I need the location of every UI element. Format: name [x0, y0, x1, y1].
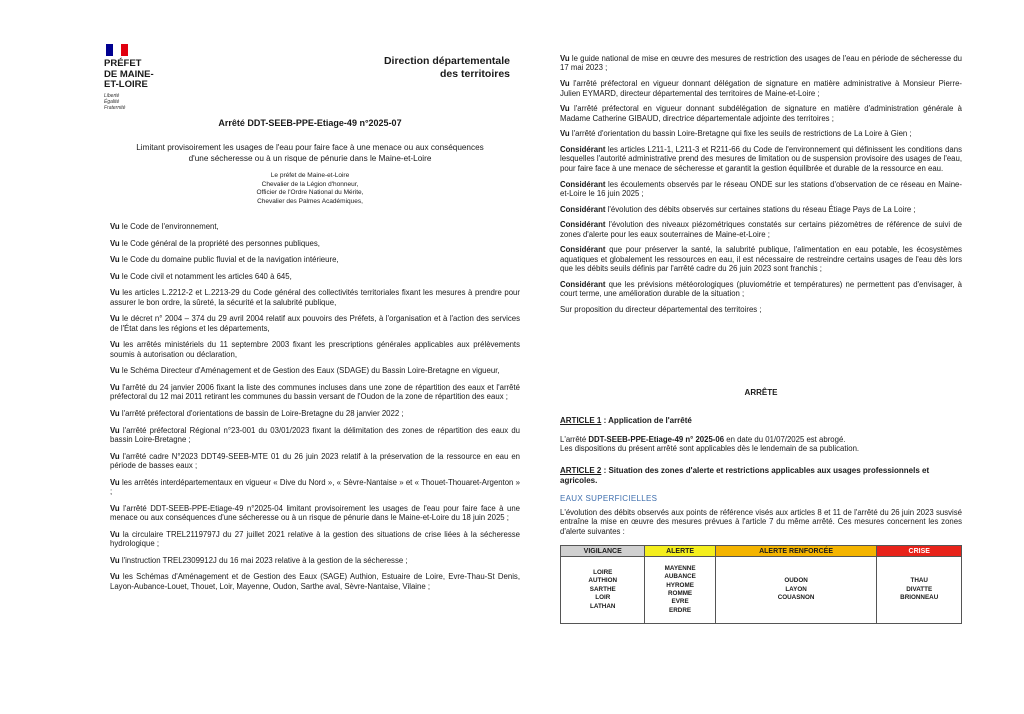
- zone-name: OUDON: [784, 577, 808, 585]
- visa-text: que pour préserver la santé, la salubrité publique, l'alimentation en eau potable, les écosystèmes aquatiques et globalement les ressources en eau, il est nécessaire de restreindre certains usages de l'eau dès lors que les débits seuils définis par l'arrêté cadre du 26 juin 2023 sont franchis ;: [560, 245, 962, 274]
- alert-zones-row: [561, 557, 962, 624]
- visa-keyword: Vu: [110, 238, 120, 248]
- visa-text: les articles L.2212-2 et L.2213-29 du Code général des collectivités territoriales fixant les mesures à prendre pour assurer le bon ordre, la sûreté, la sécurité et la salubrité publique,: [110, 288, 520, 307]
- visa-item: [110, 222, 520, 231]
- zone-name: ROMME: [668, 590, 693, 597]
- issuing-direction: Direction départementale des territoires: [383, 55, 510, 80]
- alerte-renforcee-zones-cell: [715, 557, 877, 624]
- visa-text: les arrêtés ministériels du 11 septembre 2003 fixant les prescriptions générales applicables aux prélèvements soumis à autorisation ou déclaration,: [110, 340, 520, 359]
- arrete-subtitle: Limitant provisoirement les usages de l'eau pour faire face à une menace ou aux conséquences d'une sécheresse ou à un risque de pénurie dans le Maine-et-Loire: [136, 143, 484, 163]
- visa-keyword: Vu: [110, 477, 120, 487]
- visa-text: Sur proposition du directeur départemental des territoires ;: [560, 305, 762, 315]
- visa-text: le décret n° 2004 – 374 du 29 avril 2004 relatif aux pouvoirs des Préfets, à l'organisation et à l'action des services de l'État dans les régions et les départements,: [110, 314, 520, 333]
- visa-keyword: Vu: [110, 222, 120, 231]
- visa-item: [110, 504, 520, 523]
- visa-item: [560, 129, 962, 138]
- visa-text: la circulaire TREL2119797J du 27 juillet 2021 relative à la gestion des situations de crise liées à la sécheresse hydrologique ;: [110, 529, 520, 548]
- visa-item: [110, 255, 520, 264]
- visa-keyword: Vu: [110, 382, 120, 392]
- visa-item: [110, 409, 520, 418]
- visa-item: [560, 104, 962, 123]
- right-visas-list: [560, 54, 962, 321]
- visa-keyword: Vu: [110, 340, 120, 350]
- visa-text: l'arrêté préfectoral en vigueur donnant délégation de signature en matière administrative à Monsieur Pierre-Julien EYMARD, directeur départemental des territoires de Maine-et-Loire ;: [560, 79, 962, 98]
- alert-zones-table: [560, 545, 962, 624]
- visa-item: [560, 205, 962, 214]
- article-2-body: L'évolution des débits observés aux points de référence visés aux articles 8 et 11 de l'arrêté du 26 juin 2023 susvisé entraîne la mise en œuvre des mesures prévues à l'article 7 du même arrêté. Ces mesures concernent les zones d'alerte suivantes :: [560, 508, 962, 536]
- visa-item: [110, 288, 520, 307]
- visa-item: [110, 556, 520, 565]
- zone-name: BRIONNEAU: [900, 594, 939, 602]
- visa-item: [110, 272, 520, 281]
- visa-keyword: Vu: [110, 314, 120, 324]
- visa-item: [560, 220, 962, 239]
- visa-text: les écoulements observés par le réseau ONDE sur les stations d'observation de ce réseau en Maine-et-Loire le 16 juin 2025 ;: [560, 179, 962, 198]
- zone-name: SARTHE: [589, 585, 616, 593]
- visa-keyword: Vu: [110, 555, 120, 565]
- zone-name: AUTHION: [588, 577, 618, 585]
- visa-item: [560, 245, 962, 273]
- visa-keyword: Vu: [560, 104, 570, 114]
- section-eaux-superficielles: EAUX SUPERFICIELLES: [560, 494, 658, 503]
- zone-name: LATHAN: [590, 602, 616, 610]
- article-1-body: L'arrêté DDT-SEEB-PPE-Etiage-49 n° 2025-06 en date du 01/07/2025 est abrogé. Les dispositions du présent arrêté sont applicables dès le lendemain de sa publication.: [560, 435, 860, 454]
- visa-text: l'arrêté préfectoral en vigueur donnant subdélégation de signature en matière d'administration générale à Madame Catherine GIBAUD, directrice départementale adjointe des territoires ;: [560, 104, 962, 123]
- visa-keyword: Vu: [110, 366, 120, 376]
- visa-item: [560, 280, 962, 299]
- visa-keyword: Vu: [110, 255, 120, 265]
- article-2-heading: ARTICLE 2 : Situation des zones d'alerte et restrictions applicables aux usages professionnels et agricoles.: [560, 466, 930, 485]
- prefet-signatory-block: Le préfet de Maine-et-Loire Chevalier de la Légion d'honneur, Officier de l'Ordre National du Mérite, Chevalier des Palmes Académiques,: [256, 172, 364, 205]
- zone-name: THAU: [910, 577, 928, 585]
- visa-keyword: Considérant: [560, 145, 606, 155]
- visa-item: [110, 340, 520, 359]
- visa-text: l'arrêté d'orientation du bassin Loire-Bretagne qui fixe les seuils de restrictions de La Loire à Gien ;: [569, 129, 912, 139]
- visa-keyword: Vu: [560, 54, 570, 63]
- visa-keyword: Considérant: [560, 204, 606, 214]
- zone-name: AUBANCE: [664, 573, 696, 581]
- visa-keyword: Vu: [110, 425, 120, 435]
- visa-text: le Code général de la propriété des personnes publiques,: [119, 238, 320, 248]
- zone-name: LOIR: [595, 594, 611, 602]
- visa-item: [110, 452, 520, 471]
- visa-keyword: Vu: [110, 408, 120, 418]
- crise-zones-cell: [877, 557, 962, 624]
- article-1-heading: ARTICLE 1 : Application de l'arrêté: [560, 416, 692, 425]
- visa-keyword: Considérant: [560, 220, 606, 230]
- visa-item: [110, 426, 520, 445]
- alert-zones-header-row: [561, 546, 962, 557]
- visa-item: [110, 383, 520, 402]
- visa-text: l'évolution des débits observés sur certaines stations du réseau Étiage Pays de La Loire ;: [605, 204, 916, 214]
- prefecture-name: PRÉFET DE MAINE-ET-LOIRE: [104, 58, 154, 90]
- visa-text: l'arrêté du 24 janvier 2006 fixant la liste des communes incluses dans une zone de répartition des eaux et l'arrêté préfectoral du 12 mai 2011 retirant les communes du bassin versant de l'Oudon de la zone de répartition des eaux ;: [110, 382, 520, 402]
- visa-item: [560, 79, 962, 98]
- visa-keyword: Vu: [110, 572, 120, 582]
- zone-name: LOIRE: [593, 568, 613, 576]
- visa-text: le Schéma Directeur d'Aménagement et de Gestion des Eaux (SDAGE) du Bassin Loire-Bretagne en vigueur,: [119, 366, 500, 376]
- zone-name: LAYON: [785, 585, 807, 593]
- visa-keyword: Vu: [110, 451, 120, 461]
- visa-item: [110, 572, 520, 591]
- article-2: [560, 466, 962, 536]
- alerte-zones-cell: [645, 557, 715, 624]
- vigilance-zones-cell: [561, 557, 645, 624]
- prefecture-logo: [104, 44, 164, 111]
- visa-item: [110, 478, 520, 497]
- visa-text: l'arrêté cadre N°2023 DDT49-SEEB-MTE 01 du 26 juin 2023 relatif à la préservation de la ressource en eau en période de basses eaux ;: [110, 451, 520, 470]
- visa-text: les articles L211-1, L211-3 et R211-66 du Code de l'environnement qui définissent les conditions dans lesquelles l'autorité administrative prend des mesures de limitation ou de suspension provisoire des usages de l'eau, pour faire face à une menace de sécheresse et garantit la gestion équilibrée et durable de la ressource en eau.: [560, 145, 962, 173]
- arrete-heading: ARRÊTE: [744, 388, 778, 397]
- visa-item: [110, 366, 520, 375]
- visa-text: que les prévisions météorologiques (pluviométrie et températures) ne permettent pas d'envisager, à court terme, une amélioration durable de la situation ;: [560, 279, 962, 299]
- article-1: [560, 416, 962, 454]
- visa-item: [560, 145, 962, 173]
- visa-text: les Schémas d'Aménagement et de Gestion des Eaux (SAGE) Authion, Estuaire de Loire, Evre-Thau-St Denis, Layon-Aubance-Louet, Thouet, Loir, Mayenne, Oudon, Sarthe aval, Sèvre-Nantaise, Vilaine ;: [110, 572, 520, 591]
- header-alerte-renforcee: ALERTE RENFORCÉE: [715, 546, 877, 557]
- visa-text: l'arrêté préfectoral Régional n°23-001 du 03/01/2023 fixant la délimitation des zones de répartition des eaux du bassin Loire-Bretagne ;: [110, 425, 520, 444]
- visa-item: [560, 54, 962, 73]
- zone-name: COUASNON: [777, 594, 815, 602]
- visa-text: le Code de l'environnement,: [119, 222, 219, 231]
- visa-item: [110, 239, 520, 248]
- visa-keyword: Vu: [560, 129, 570, 139]
- header-alerte: ALERTE: [645, 546, 715, 557]
- visa-text: les arrêtés interdépartementaux en vigueur « Dive du Nord », « Sèvre-Nantaise » et « Thouet-Thouaret-Argenton » ;: [110, 477, 520, 496]
- visa-keyword: Considérant: [560, 245, 606, 255]
- visa-keyword: Vu: [110, 503, 120, 513]
- visa-text: l'évolution des niveaux piézométriques constatés sur certains piézomètres de référence de suivi de zones d'alerte pour les eaux souterraines de Maine-et-Loire ;: [560, 220, 962, 239]
- header-crise: CRISE: [877, 546, 962, 557]
- visa-keyword: Considérant: [560, 279, 606, 289]
- zone-name: EVRE: [671, 598, 689, 606]
- header-vigilance: VIGILANCE: [561, 546, 645, 557]
- visa-keyword: Considérant: [560, 179, 606, 189]
- left-visas-list: [110, 222, 520, 598]
- visa-keyword: Vu: [110, 271, 120, 281]
- visa-item: [110, 530, 520, 549]
- marianne-flag-icon: [106, 44, 128, 56]
- visa-text: le Code civil et notamment les articles 640 à 645,: [119, 271, 292, 281]
- visa-keyword: Vu: [560, 79, 570, 89]
- visa-item: [560, 180, 962, 199]
- zone-name: ERDRE: [669, 606, 692, 614]
- zone-name: MAYENNE: [664, 564, 696, 572]
- arrete-title: Arrêté DDT-SEEB-PPE-Etiage-49 n°2025-07: [218, 118, 402, 128]
- visa-text: l'arrêté préfectoral d'orientations de bassin de Loire-Bretagne du 28 janvier 2022 ;: [119, 408, 404, 418]
- zone-name: DIVATTE: [906, 585, 933, 593]
- motto: Liberté Égalité Fraternité: [104, 92, 126, 111]
- visa-keyword: Vu: [110, 288, 120, 298]
- visa-text: le guide national de mise en œuvre des mesures de restriction des usages de l'eau en période de sécheresse du 17 mai 2023 ;: [560, 54, 962, 73]
- visa-item: [110, 314, 520, 333]
- zone-name: HYROME: [666, 581, 694, 589]
- visa-item: [560, 305, 962, 314]
- visa-text: l'arrêté DDT-SEEB-PPE-Etiage-49 n°2025-04 limitant provisoirement les usages de l'eau pour faire face à une menace ou aux conséquences d'une sécheresse ou à un risque de pénurie dans le Maine-et-Loire du 18 juin 2025 ;: [110, 503, 520, 522]
- visa-text: l'instruction TREL2309912J du 16 mai 2023 relative à la gestion de la sécheresse ;: [119, 555, 408, 565]
- visa-text: le Code du domaine public fluvial et de la navigation intérieure,: [119, 255, 339, 265]
- visa-keyword: Vu: [110, 529, 120, 539]
